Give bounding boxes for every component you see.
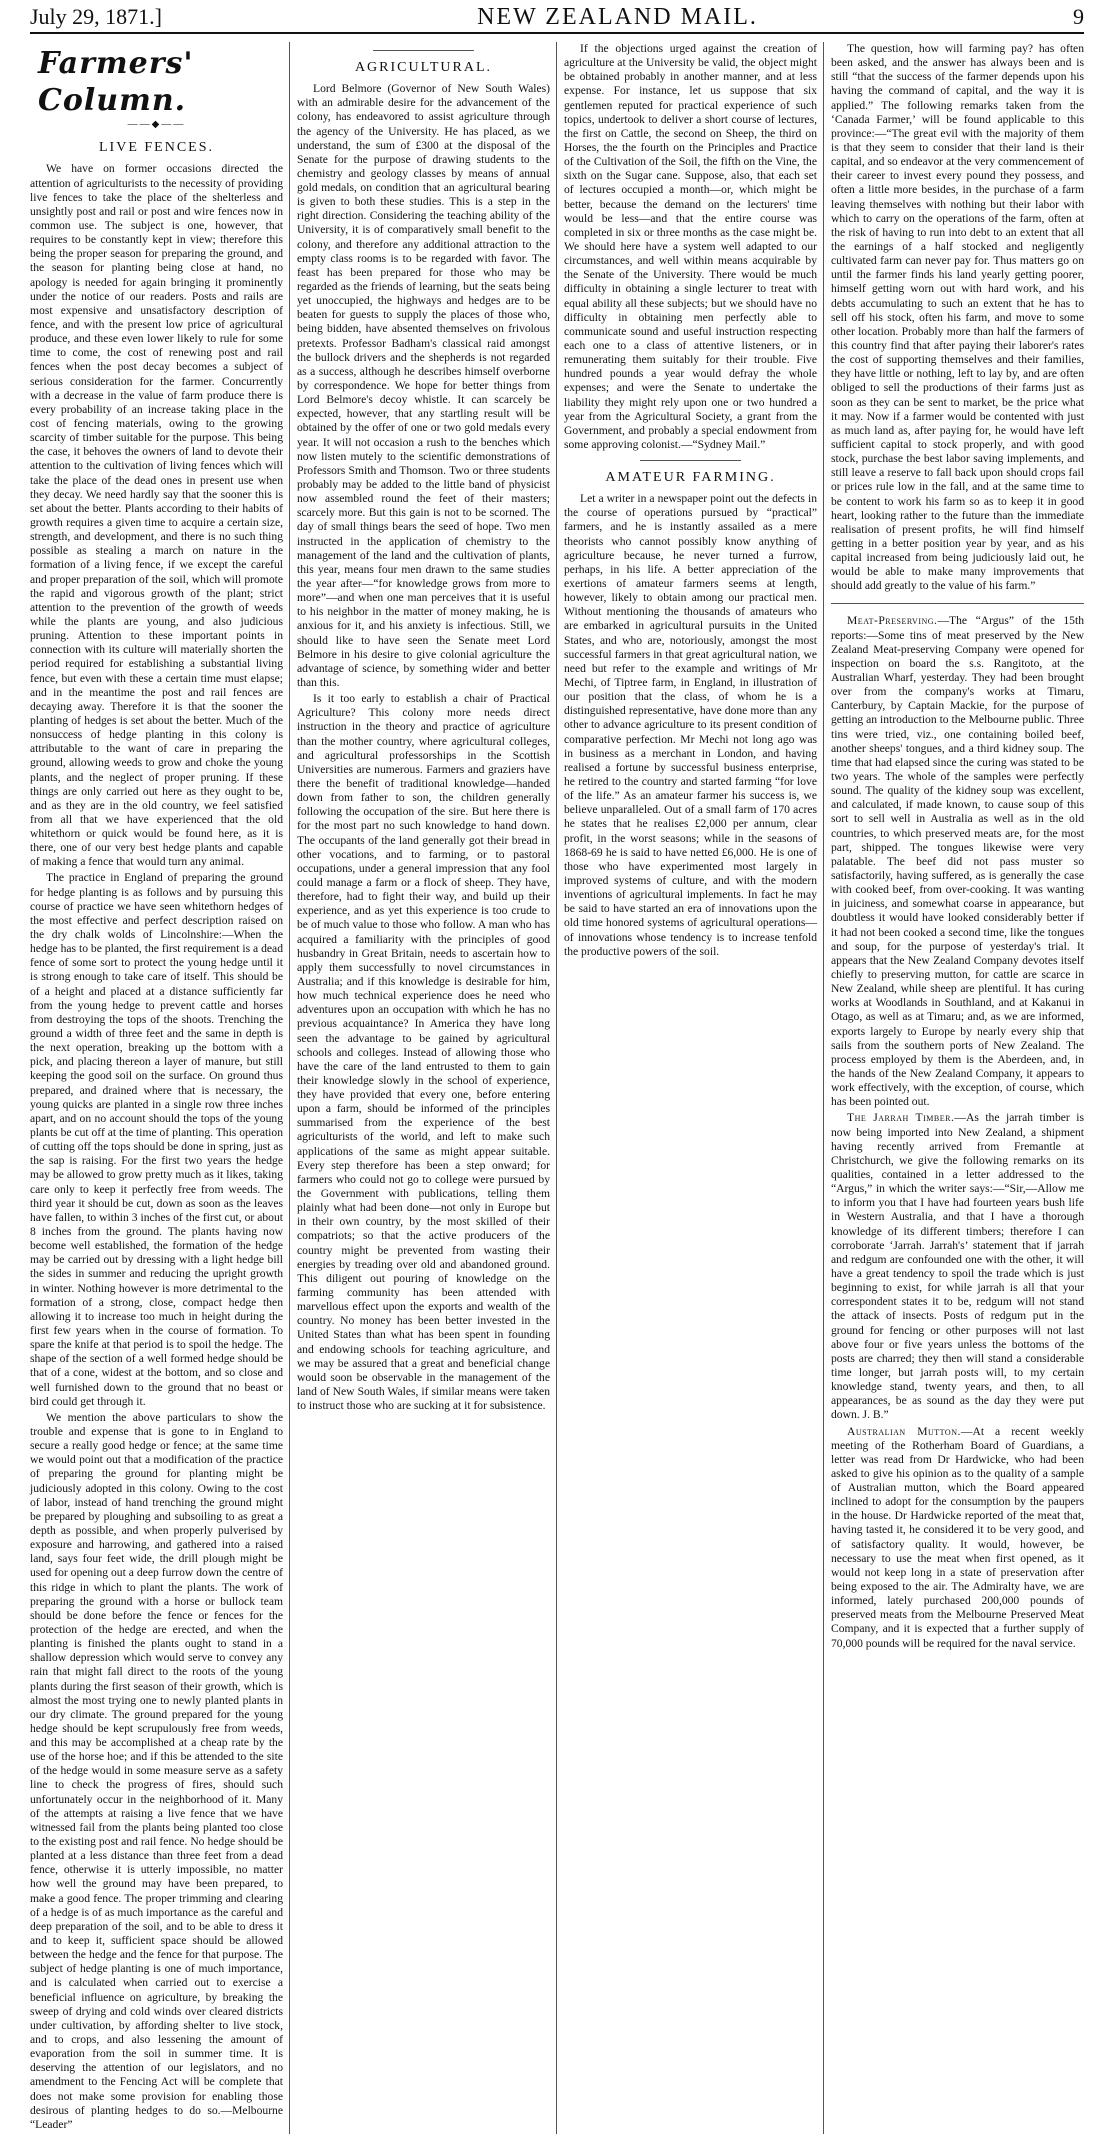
- column-2: [297, 42, 550, 2134]
- amateur-farming-p1: Let a writer in a newspaper point out the defects in the course of operations pursued by “practical” farmers, and he is instantly assailed as a mere theorists who cannot possibly know anything of agriculture because, he never turned a furrow, perhaps, in his life. A better appreciation of the exertions of amateur farmers seems at length, however, likely to obtain among our practical men. Without mentioning the thousands of amateurs who are embarked in agricultural pursuits in the United States, and who are, notoriously, amongst the most successful farmers in that great agricultural nation, we need but refer to the example and writings of Mr Mechi, of Tiptree farm, in England, in illustration of our position that the class, of whom he is a distinguished representative, have done more than any other to advance agriculture to its present condition of comparative perfection. Mr Mechi not long ago was in business as a merchant in London, and having realised a fortune by successful business enterprise, he retired to the country and started farming “for love of the life.” As an amateur farmer his success is, we believe unparalleled. Out of a small farm of 170 acres he states that he realises £2,000 per annum, clear profit, in the worst seasons; while in the seasons of 1868-69 he is said to have netted £6,000. He is one of those who have experimented most largely in improved systems of culture, and with the modern inventions of agricultural implements. In fact he may be said to have started an era of innovations upon the old time honored systems of agricultural operations—of innovations whose tendency is to increase tenfold the productive powers of the soil.: [564, 492, 817, 958]
- amateur-farming-p2: The question, how will farming pay? has often been asked, and the answer has always been and is still “that the success of the farmer depends upon his having the command of capital, and the way it is applied.” The following remarks taken from the ‘Canada Farmer,’ will be found applicable to this province:—“The great evil with the majority of them is that they seem to consider that their land is their capital, and so endeavor at the very commencement of their career to invest every pound they possess, and often a little more besides, in the purchase of a farm leaving themselves with nothing but their labor with which to carry on the operations of the farm, often at the risk of having to run into debt to an extent that all the earnings of a half stocked and negligently cultivated farm can never pay for. Thus matters go on until the farmer finds his land yearly getting poorer, himself getting worn out with hard work, and his debts accumulating to such an extent that he has to sell off his stock, often his farm, and move to some other location. Probably more than half the farmers of this country find that after paying their laborer's rates the cost of supporting themselves and their families, they have little or nothing, left to lay by, and are often obliged to sell the productions of their farms just as soon as they can be sent to market, be the price what it may. Now if a farmer would be contented with just as much land as, after paying for, he would have left sufficient capital to stock properly, and with good stock, purchase the best labor saving implements, and still leave a reserve to fall back upon should crops fail or prices rule low in the fall, and at the same time to be content to work his farm so as to keep it in good heart, looking rather to the future than the immediate realisation of present profits, he will find himself getting in a better position year by year, and as his capital increased from being judiciously laid out, he would be able to make many improvements that should add greatly to the value of his farm.”: [831, 42, 1084, 593]
- australian-mutton-text: —At a recent weekly meeting of the Rotherham Board of Guardians, a letter was read from Dr Hardwicke, who had been asked to give his opinion as to the quality of a sample of Australian mutton, which the Board appeared inclined to adopt for the consumption by the paupers in the house. Dr Hardwicke reported of the meat that, having tasted it, he considered it to be very good, and of satisfactory quality. It would, however, be necessary to use the meat when first opened, as it would not keep long in a state of preservation after being exposed to the air. The Admiralty have, we are informed, lately purchased 200,000 pounds of preserved meats from the Melbourne Preserved Meat Company, and it is expected that a further supply of 70,000 pounds will be required for the naval service.: [831, 1424, 1084, 1650]
- amateur-farming-heading: AMATEUR FARMING.: [605, 470, 776, 486]
- agricultural-p3: If the objections urged against the creation of agriculture at the University be valid, the object might be obtained probably in another manner, and at less expense. For instance, let us suppose that six gentlemen reputed for practical experience of such topics, undertook to deliver a short course of lectures, the first on Cattle, the second on Sheep, the third on Horses, the the fourth on the Principles and Practice of the Cultivation of the Soil, the fifth on the Vine, the sixth on the Sugar cane. Suppose, also, that each set of lectures occupied a month—or, which might be better, because the demand on the lecturers' time would be less—and that the entire course was completed in six or three months as the case might be. We should here have a system well adapted to our circumstances, and well within means acquirable by the Senate of the University. There would be much difficulty in obtaining a single lecturer to treat with equal ability all these subjects; but we should have no difficulty in obtaining men perfectly able to communicate sound and useful instruction respecting each one to a class of attentive listeners, or in remunerating them suitably for their trouble. Five hundred pounds a year would defray the whole expenses; and were the Senate to undertake the liability they might rely upon one or two hundred a year from the Agricultural Society, a grant from the Government, and probably a special endowment from some approving colonist.—“Sydney Mail.”: [564, 42, 817, 451]
- live-fences-p1: We have on former occasions directed the attention of agriculturists to the necessity of providing live fences to take the place of the shelterless and unsightly post and rail or post and wire fences now in common use. The subject is one, however, that requires to be constantly kept in view; therefore this being the proper season for preparing the ground, and the season for planting being close at hand, no apology is needed for again bringing it prominently under the notice of our readers. Posts and rails are most expensive and unsatisfactory description of fence, and with the present low price of agricultural produce, and these even lower likely to rule for some time to come, the cost of renewing post and rail fences when the post decay becomes a subject of serious consideration for the farmer. Concurrently with a decrease in the value of farm produce there is every probability of an increase taking place in the cost of fencing materials, owing to the growing scarcity of timber suitable for the purpose. This being the case, it behoves the owners of land to devote their attention to the cultivation of living fences which will take the place of the dead ones in present use when they decay. We need hardly say that the sooner this is set about the better. Plants according to their habits of growth requires a given time to acquire a certain size, strength, and development, and there is no such thing possible as stealing a march on nature in the formation of a living fence, if we except the careful and proper preparation of the soil, which will promote the rapid and vigorous growth of the plant; strict attention to the prevention of the growth of weeds while the plants are young, and also judicious pruning. Attention to these important points in connection with its culture will materially shorten the period required for establishing a substantial living fence, but even with these a certain time must elapse; and in the meantime the post and rail fences are decaying away. Therefore it is that the sooner the planting of hedges is set about the better. Much of the nonsuccess of hedge planting in this colony is attributable to the want of care in preparing the ground, allowing weeds to grow and choke the young plants, and the neglect of proper pruning. If these things are only carried out here as they ought to be, and as they are in the old country, we feel satisfied from all that we have experienced that the old whitethorn or quick would be found here, as it is there, one of our very best hedge plants and capable of making a fence that would turn any animal.: [30, 162, 283, 869]
- jarrah-timber-text: —As the jarrah timber is now being imported into New Zealand, a shipment having recently arrived from Fremantle at Christchurch, we give the following remarks on its qualities, contained in a letter addressed to the “Argus,” in which the writer says:—“Sir,—Allow me to inform you that I have had fourteen years bush life in Western Australia, and that I have a thorough knowledge of its different timbers; therefore I can corroborate ‘Jarrah. Jarrah's’ statement that if jarrah and redgum are confounded one with the other, it will have a great tendency to spoil the trade which is just beginning to exist, for while jarrah is all that your correspondent states it to be, redgum will not stand the attack of insects. Posts of redgum put in the ground for fencing or other purposes will not last above four or five years unless the bottoms of the posts are charred; they then will stand a considerable time longer, but jarrah posts will, to my certain knowledge stand, twenty years, and then, to all appearances, be as sound as the day they were put down. J. B.”: [831, 1111, 1084, 1422]
- meat-preserving-title: Meat-Preserving.: [847, 614, 938, 628]
- divider: [640, 460, 741, 461]
- agricultural-p1: Lord Belmore (Governor of New South Wales) with an admirable desire for the advancement of the colony, has endeavored to assist agriculture through the agency of the University. He has placed, as we understand, the sum of £300 at the disposal of the Senate for the purpose of drawing students to the chemistry and geology classes by means of annual gold medals, on condition that an agricultural bearing is given to both these studies. This is a step in the right direction. Considering the teaching ability of the University, it is of comparatively small benefit to the colony, and therefore any additional attraction to the empty class rooms is to be regarded with favor. The feast has been prepared for those who may be regarded as the friends of learning, but the seats being yet unoccupied, the highways and hedges are to be beaten for guests to supply the places of those who, being bidden, have absented themselves on frivolous pretexts. Professor Badham's classical raid amongst the bullock drivers and the shepherds is not regarded as a success, although he describes himself overborne by correspondence. We hope for better things from Lord Belmore's decoy whistle. It can scarcely be expected, however, that any startling result will be obtained by the offer of one or two gold medals every year. It will not occasion a rush to the benches which now listen mutely to the scientific demonstrations of Professors Smith and Thomson. Two or three students probably may be added to the little band of physicist now assembled round the feet of their masters; scarcely more. But this gain is not to be scorned. The day of small things bears the seed of hope. Two men instructed in the application of chemistry to the management of the land and the cultivation of plants, this year, means four men drawn to the same studies the year after—“for knowledge grows from more to more”—and when one man perceives that it is useful to his neighbor in the matter of money making, he is anxious for it, and his anxiety is infectious. Still, we should like to have seen the Senate meet Lord Belmore in his desire to give colonial agriculture the advantage of science, by something wider and better than this.: [297, 82, 550, 689]
- agricultural-heading: AGRICULTURAL.: [354, 60, 493, 75]
- divider: [373, 50, 474, 51]
- live-fences-heading: LIVE FENCES.: [99, 140, 214, 156]
- article-columns: [30, 42, 1084, 2131]
- australian-mutton-note: [831, 1425, 1084, 1651]
- meat-preserving-text: —The “Argus” of the 15th reports:—Some tins of meat preserved by the New Zealand Meat-preserving Company were opened for inspection on board the s.s. Rangitoto, at the Australian Wharf, yesterday. They had been brought over from the company's works at Timaru, Canterbury, by Captain Mackie, for the purpose of getting an introduction to the Melbourne public. Three tins were tried, viz., one containing boiled beef, another sheeps' tongues, and a third kidney soup. The time that had elapsed since the curing was stated to be two years. The whole of the samples were perfectly sound. The quality of the kidney soup was excellent, and calculated, if made known, to cause soup of this sort to sell well in Australia as well as in the old countries, to which preserved meats are, for the most part, shipped. The tongues likewise were very palatable. The beef did not pass muster so satisfactorily, having suffered, as is generally the case with cooked beef, from over-cooking. It was wanting in juiciness, and somewhat coarse in appearance, but doubtless it would have looked considerably better if it had not been cooked a second time, like the tongues and soup, for the purpose of yesterday's trial. It appears that the New Zealand Company devotes itself chiefly to preserving mutton, for cattle are scarce in New Zealand, while sheep are plentiful. It has curing works at Woodlands in Southland, and at Kakanui in Otago, as well as at Timaru; and, as we are informed, exports largely to Europe by nearly every ship that sails from the southern ports of New Zealand. The process employed by them is the Aberdeen, and, in the hands of the New Zealand Company, it appears to work effectively, with the exception, of course, which has been pointed out.: [831, 614, 1084, 1109]
- farmers-column-title: Farmers' Column.: [38, 46, 194, 118]
- live-fences-p2: The practice in England of preparing the ground for hedge planting is as follows and by pursuing this course of practice we have seen whitethorn hedges of the most effective and perfect description raised on the dry chalk wolds of Lincolnshire:—When the hedge has to be planted, the first requirement is a dead fence of some sort to protect the young hedge until it is strong enough to take care of itself. This should be of a height and placed at a distance sufficiently far from the young hedge to prevent cattle and horses from destroying the tops of the shoots. Trenching the ground a width of three feet and the same in depth is the next operation, breaking up the bottom with a pick, and placing thereon a layer of manure, but still keeping the good soil on the surface. On ground thus prepared, and drained where that is necessary, the young quicks are planted in a single row three inches apart, and on no account should the tops of the young plants be cut off at the time of planting. This operation of cutting off the tops should be done in spring, just as the sap is raising. For the first two years the hedge may be allowed to grow pretty much as it likes, taking care only to keep it perfectly free from weeds. The third year it should be cut, down as soon as the leaves have fallen, to within 3 inches of the first cut, or about 8 inches from the ground. The plants having now become well established, the formation of the hedge may be carried out by dressing with a light hedge bill the sides in summer and reducing the upright growth in winter. Nothing however is more detrimental to the formation of a strong, close, compact hedge then allowing it to increase too much in height during the first few years when in the course of formation. To spare the knife at that period is to spoil the hedge. The shape of the section of a well formed hedge should be that of a cone, widest at the bottom, and so close and well furnished down to the ground that no beast or bird could get through it.: [30, 871, 283, 1408]
- agricultural-p2: Is it too early to establish a chair of Practical Agriculture? This colony more needs direct instruction in the theory and practice of agriculture than the mother country, where agricultural colleges, and agricultural professorships in the Scottish Universities are numerous. Farmers and graziers have there the benefit of traditional knowledge—handed down from father to son, the children generally following the occupation of the sire. But here there is for the most part no such knowledge to hand down. The occupants of the land generally got their bread in other vocations, and to farming, or to pastoral occupations, under a general impression that any fool could manage a farm or a flock of sheep. They have, therefore, had to fight their way, and build up their experience, and as yet this experience is too crude to be of much value to those who follow. A man who has acquired a familiarity with the principles of good husbandry in Great Britain, needs to ascertain how to apply them successfully to novel circumstances in Australia; and if this knowledge is desirable for him, how much technical experience does he need who adventures upon an occupation with which he has no previous acquaintance? In America they have long seen the advantage to be gained by agricultural schools and colleges. Instead of allowing those who have the care of the land entrusted to them to gain their knowledge slowly in the school of experience, they have provided that every one, before entering upon a farm, should be informed of the principles summarised from the experience of the best agriculturists of the world, and left to make such applications of the same as might appear suitable. Every step therefore has been a step onward; for farmers who could not go to college were pursued by the Government with publications, telling them plainly what had been done—not only in Europe but in their own country, by the most skilled of their compatriots; so that the active producers of the country might be prevented from wasting their energies by treading over old and abandoned ground. This diligent out pouring of knowledge on the farming community has been attended with marvellous effect upon the exports and wealth of the country. No money has been better invested in the United States than what has been spent in founding and endowing schools for teaching agriculture, and we may be assured that a great and beneficial change would soon be observable in the management of the land of New South Wales, if similar means were taken to instruct those who are sucking at it for subsistence.: [297, 692, 550, 1413]
- column-4: [831, 42, 1084, 2134]
- page-number: 9: [1073, 4, 1084, 29]
- column-1: [30, 42, 283, 2134]
- jarrah-timber-title: The Jarrah Timber.: [847, 1111, 955, 1125]
- divider: [831, 603, 1084, 604]
- meat-preserving-note: [831, 614, 1084, 1109]
- newspaper-title: NEW ZEALAND MAIL.: [477, 3, 758, 30]
- australian-mutton-title: Australian Mutton.: [847, 1424, 961, 1438]
- title-ornament: ——◆——: [127, 119, 186, 131]
- column-3: [564, 42, 817, 2134]
- issue-date: July 29, 1871.]: [30, 4, 162, 29]
- live-fences-p3: We mention the above particulars to show the trouble and expense that is gone to in England to secure a really good hedge or fence; at the same time we would point out that a modification of the practice of preparing the ground for planting might be judiciously adopted in this colony. Owing to the cost of labor, instead of hand trenching the ground might be prepared by ploughing and subsoiling to as great a depth as possible, and when properly pulverised by exposure and harrowing, and gathered into a raised land, says four feet wide, the drill plough might be used for opening out a deep furrow down the centre of this ridge in which to plant the plants. The work of preparing the ground with a horse or bullock team should be done before the fence or fences for the protection of the hedge are erected, and when the planting is finished the plants ought to stand in a shallow depression which would serve to convey any rain that might fall direct to the roots of the young plants during the first season of their growth, which is almost the most trying one to newly planted plants in our dry climate. The ground prepared for the young hedge should be kept scrupulously free from weeds, and this may be accomplished at a cheap rate by the use of the horse hoe; and if this be attended to the site of the hedge would in some measure serve as a safety line to check the progress of fires, should such unfortunately occur in the neighborhood of it. Many of the attempts at raising a live fence that we have witnessed fail from the plants being planted too close to the existing post and rail fence. No hedge should be planted at a less distance than three feet from a dead fence, otherwise it is utterly impossible, no matter how well the ground may have been prepared, to make a good fence. The proper trimming and clearing of a hedge is of as much importance as the careful and deep preparation of the soil, and to be able to dress it and to keep it, sufficient space should be allowed between the hedge and the fence for that purpose. The subject of hedge planting is one of much importance, and is calculated when carried out to exercise a beneficial influence on agriculture, by breaking the sweep of drying and cold winds over cleared districts under cultivation, by affording shelter to live stock, and to crops, and also lessening the amount of evaporation from the soil in summer time. It is deserving the attention of our legislators, and no amendment to the Fencing Act will be complete that does not make some provision for enabling those desirous of planting hedges to do so.—Melbourne “Leader”: [30, 1410, 283, 2131]
- masthead: [30, 2, 1084, 34]
- jarrah-timber-note: [831, 1111, 1084, 1422]
